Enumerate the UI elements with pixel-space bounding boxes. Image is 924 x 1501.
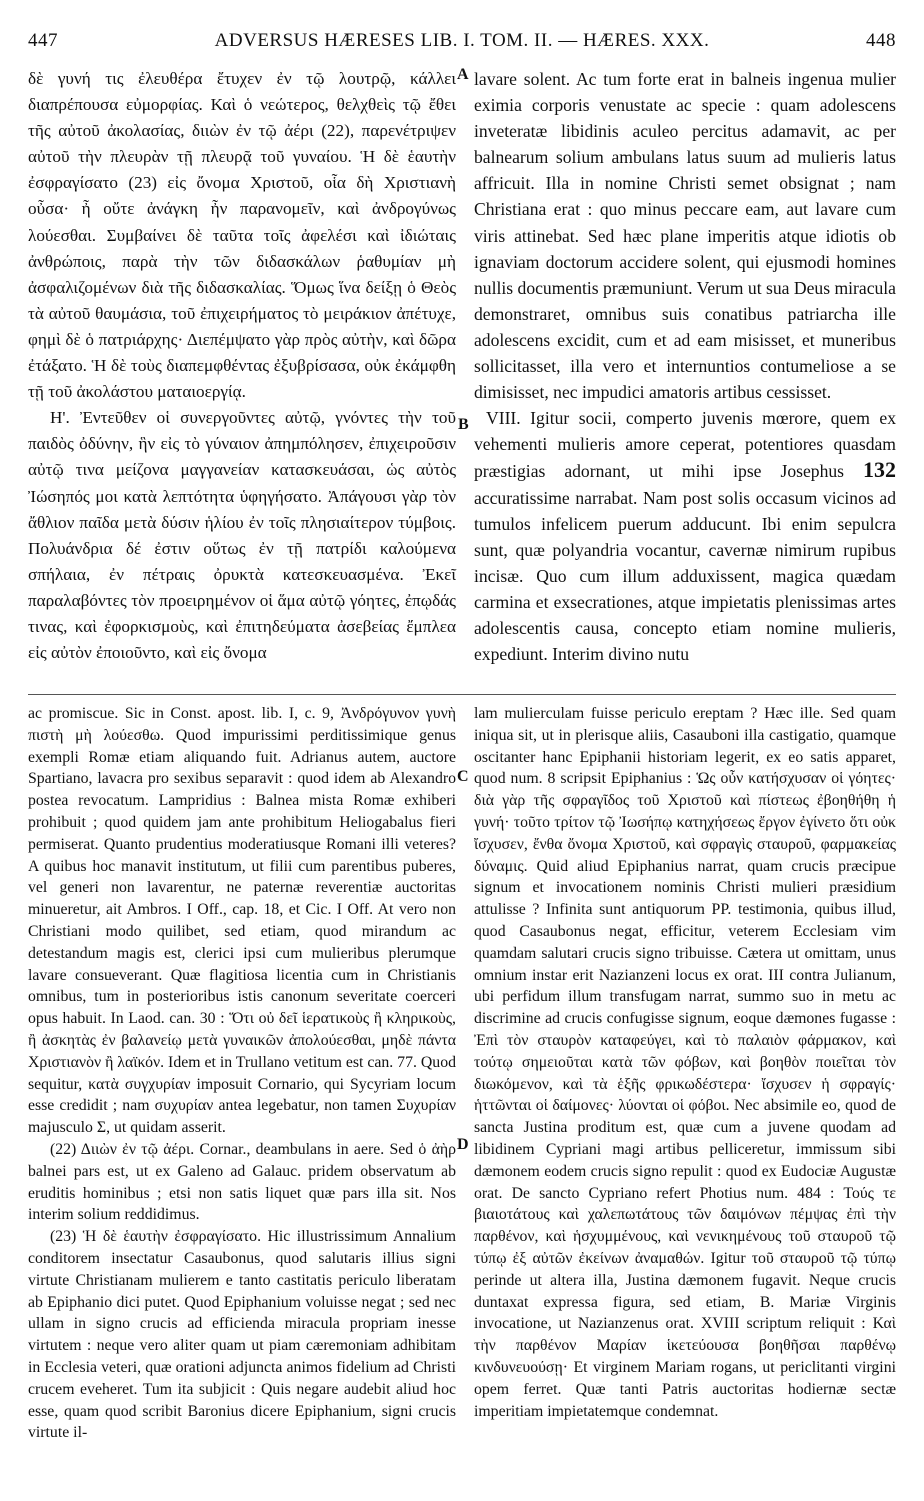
notes-left-column <box>28 703 456 1444</box>
greek-paragraph-1: δὲ γυνή τις ἐλευθέρα ἔτυχεν ἐν τῷ λουτρῷ, κάλλει διαπρέπουσα εὐμορφίας. Καὶ ὁ νεώτερος, θελχθεὶς τῷ ἔθει τῆς αὐτοῦ ἀκολασίας, διιὼν ἐν τῷ ἀέρι (22), παρενέτριψεν αὐτοῦ τὴν πλευρὰν τῇ πλευρᾷ τοῦ γυναίου. Ἡ δὲ ἑαυτὴν ἐσφραγίσατο (23) εἰς ὄνομα Χριστοῦ, οἷα δὴ Χριστιανὴ οὖσα· ἦ οὔτε ἀνάγκη ἦν παρανομεῖν, καὶ ἀνδρογύνως λούεσθαι. Συμβαίνει δὲ ταῦτα τοῖς ἀφελέσι καὶ ἰδιώταις ἀνθρώποις, παρὰ τὴν τῶν διδασκάλων ῥαθυμίαν μὴ ἀσφαλιζομένων διὰ τῆς διδασκαλίας. Ὅμως ἵνα δείξῃ ὁ Θεὸς τὰ αὐτοῦ θαυμάσια, τοῦ ἐπιχειρήματος τὸ μειράκιον ἀπέτυχε, φημὶ δὲ ὁ πατριάρχης· Διεπέμψατο γὰρ πρὸς αὐτὴν, καὶ δῶρα ἐτάξατο. Ἡ δὲ τοὺς διαπεμφθέντας ἐξυβρίσασα, οὐκ ἐκάμφθη τῇ τοῦ ἀκολάστου ματαιοεργίᾳ. <box>28 69 456 402</box>
latin-paragraph-1: lavare solent. Ac tum forte erat in balneis ingenua mulier eximia corporis venustate ac specie : quam adolescens inveteratæ libidinis aculeo percitus adamavit, ac per balnearum solium ambulans latus suum ad mulieris latus affricuit. Illa in nomine Christi semet obsignat ; nam Christiana erat : quo minus peccare eam, aut lavare cum viris attinebat. Sed hæc plane imperitis atque idiotis ob ignaviam doctorum accidere solent, qui ejusmodi homines nullis documentis præmuniunt. Verum ut sua Deus miracula demonstraret, omnibus suis conatibus patriarcha ille adolescens excidit, cum et ad eam misisset, et muneribus sollicitasset, illa vero et internuntios contumeliose a se dimisisset, nec impudici amatoris artibus cessisset. <box>474 69 896 403</box>
latin-text-column <box>474 66 896 667</box>
margin-page-number: 132 <box>863 457 896 483</box>
greek-text-column <box>28 66 456 666</box>
margin-marker-d: D <box>457 1136 469 1153</box>
page-number-right: 448 <box>866 30 896 51</box>
note-continuation: ac promiscue. Sic in Const. apost. lib. I, c. 9, Ἀνδρόγυνον γυνὴ πιστὴ μὴ λούεσθω. Quod impurissimi perditissimique genus exempli Romæ etiam aliquando fuit. Adrianus autem, auctore Spartiano, lavacra pro sexibus separavit : quod idem ab Alexandro postea revocatum. Lampridius : Balnea mista Romæ exhiberi prohibuit ; quod quidem jam ante prohibitum Heliogabalus fieri permiserat. Quanto prudentius moderatiusque Romani illi veteres? A quibus hoc manavit institutum, ut filii cum parentibus puberes, vel generi non lavarentur, ne paternæ reverentiæ auctoritas minueretur, ait Ambros. I Off., cap. 18, et Cic. I Off. At vero non Christiani modo quilibet, sed etiam, quod mirandum ac detestandum magis est, clerici ipsi cum mulieribus plerumque lavare consueverant. Quæ flagitiosa licentia cum in Christianis omnibus, tum in posterioribus istis canonum severitate coerceri opus habuit. In Laod. can. 30 : Ὅτι οὐ δεῖ ἱερατικοὺς ἢ κληρικοὺς, ἢ ἀσκητὰς ἐν βαλανείῳ μετὰ γυναικῶν ἀπολούεσθαι, μηδὲ πάντα Χριστιανὸν ἢ λαϊκόν. Idem et in Trullano vetitum est can. 77. Quod sequitur, κατὰ συγχυρίαν imposuit Cornario, qui Sycyriam locum esse credidit ; nam συχυρίαν antea legebatur, non tamen Συχυρίαν majusculo Σ, ut quidam asserit. <box>28 705 456 1137</box>
latin-paragraph-2-start: VIII. Igitur socii, comperto juvenis mœrore, quem ex vehementi mulieris amore ceperat, potentiores quasdam præstigias adornant, ut mihi ipse Josephus <box>474 408 896 482</box>
notes-separator <box>28 694 896 695</box>
margin-marker-b: B <box>458 416 469 433</box>
page-number-left: 447 <box>28 30 58 51</box>
latin-paragraph-2 <box>474 405 896 667</box>
notes-right-column <box>474 703 896 1422</box>
margin-marker-c: C <box>457 768 469 785</box>
note-23: (23) Ἡ δὲ ἑαυτὴν ἐσφραγίσατο. Hic illustrissimum Annalium conditorem insectatur Casaubonus, quod salutaris illius signi virtute Christianam mulierem e tanto castitatis periculo liberatam ab Epiphanio dici putet. Quod Epiphanium voluisse negat ; sed nec ullam in signo crucis ad efficienda miracula propriam inesse virtutem : neque vero aliter quam ut piam cæremoniam adhibitam in Ecclesia veteri, quæ orationi adjuncta animos fidelium ad Christi crucem eveheret. Tum ita subjicit : Quis negare audebit aliud hoc esse, quam quod scribit Baronius dicere Epiphanium, signi crucis virtute il- <box>28 1228 456 1442</box>
greek-paragraph-2: Η'. Ἐντεῦθεν οἱ συνεργοῦντες αὐτῷ, γνόντες τὴν τοῦ παιδὸς ὀδύνην, ἣν εἰς τὸ γύναιον ἀπημπόλησεν, ἐπιχειροῦσιν αὐτῷ τινα μείζονα μαγγανείαν κατασκευάσαι, ὡς αὐτὸς Ἰώσηπός μοι κατὰ λεπτότητα ὑφηγήσατο. Ἀπάγουσι γὰρ τὸν ἄθλιον παῖδα μετὰ δύσιν ἡλίου ἐν τοῖς πλησιαίτερον τύμβοις. Πολυάνδρια δέ ἐστιν οὕτως ἐν τῇ πατρίδι καλούμενα σπήλαια, ἐν πέτραις ὀρυκτὰ κατεσκευασμένα. Ἐκεῖ παραλαβόντες τὸν προειρημένον οἱ ἅμα αὐτῷ γόητες, ἐπῳδάς τινας, καὶ ἐφορκισμοὺς, καὶ ἐπιτηδεύματα ἀσεβείας ἔμπλεα εἰς αὐτὸν ἐποιοῦντο, καὶ εἰς ὄνομα <box>28 408 456 663</box>
note-22: (22) Διιὼν ἐν τῷ ἀέρι. Cornar., deambulans in aere. Sed ὁ ἀὴρ balnei pars est, ut ex Galeno ad Galauc. pridem observatum ab eruditis hominibus ; etsi non satis liquet quæ pars illa sit. Nos interim solium reddidimus. <box>28 1140 456 1224</box>
running-header <box>28 30 896 56</box>
running-head-title: ADVERSUS HÆRESES LIB. I. TOM. II. — HÆRES. XXX. <box>214 30 710 51</box>
note-23-continued: lam mulierculam fuisse periculo ereptam ? Hæc ille. Sed quam iniqua sit, ut in plerisque aliis, Casauboni illa castigatio, quamque oscitanter hanc Epiphanii historiam legerit, ex eo satis apparet, quod num. 8 scripsit Epiphanius : Ὡς οὖν κατήσχυσαν οἱ γόητες· διὰ γὰρ τῆς σφραγῖδος τοῦ Χριστοῦ καὶ πίστεως ἐβοηθήθη ἡ γυνή· τοῦτο τρίτον τῷ Ἰωσήπῳ κατηχήσεως ἔργον ἐγίνετο ὅτι οὐκ ἴσχυσεν, ἔνθα ὄνομα Χριστοῦ, καὶ σφραγὶς σταυροῦ, φαρμακείας δύναμις. Quid aliud Epiphanius narrat, quam crucis præcipue signum et invocationem nominis Christi mulieri præsidium attulisse ? Infinita sunt antiquorum PP. testimonia, quibus illud, quod Casaubonus negat, efficitur, veterem Ecclesiam vim quamdam salutari crucis signo tribuisse. Cætera ut omittam, unus omnium instar erit Nazianzeni locus ex orat. III contra Julianum, ubi perfidum illum transfugam narrat, summo suo in metu ac discrimine ad crucis confugisse signum, eoque dæmones fugasse : Ἐπὶ τὸν σταυρὸν καταφεύγει, καὶ τὸ παλαιὸν φάρμακον, καὶ τούτῳ σημειοῦται κατὰ τῶν φόβων, καὶ βοηθὸν ποιεῖται τὸν διωκόμενον, καὶ τὰ ἑξῆς φρικωδέστερα· ἴσχυσεν ἡ σφραγίς· ἡττῶνται οἱ δαίμονες· λύονται οἱ φόβοι. Nec absimile eo, quod de sancta Justina proditum est, quæ cum a juvene quodam ad libidinem Cypriani magi artibus pelliceretur, immissum sibi dæmonem eodem crucis signo repulit : quod ex Eudociæ Augustæ orat. De sancto Cypriano refert Photius num. 484 : Τούς τε βιαιοτάτους καὶ χαλεπωτάτους τῶν δαιμόνων πέμψας ἐπὶ τὴν παρθένον, καὶ ἡσχυμμένους, καὶ νενικημένους τοῦ σταυροῦ τῷ τύπῳ ἐξ αὐτῶν ἐκείνων ἀναμαθών. Igitur τοῦ σταυροῦ τῷ τύπῳ perinde ut altera illa, Justina dæmonem fugavit. Neque crucis duntaxat expressa figura, sed etiam, B. Mariæ Virginis invocatione, ut Nazianzenus orat. XVIII scriptum reliquit : Καὶ τὴν παρθένον Μαρίαν ἱκετεύουσα βοηθῆσαι παρθένῳ κινδυνευούσῃ· Et virginem Mariam rogans, ut periclitanti virgini opem ferret. Quæ tanti Patris auctoritas hodiernæ sectæ imperitiam impietatemque condemnat. <box>474 705 896 1420</box>
latin-paragraph-2-end: accuratissime narrabat. Nam post solis occasum vicinos ad tumulos infelicem puerum adducunt. Ibi enim sepulcra sunt, quæ polyandria vocantur, cavernæ nimirum rupibus incisæ. Quo cum illum adduxissent, magica quædam carmina et exsecrationes, atque impietatis plenissimas artes adolescentis causa, concepto etiam nomine mulieris, expediunt. Interim divino nutu <box>474 487 896 665</box>
margin-marker-a: A <box>457 66 469 83</box>
